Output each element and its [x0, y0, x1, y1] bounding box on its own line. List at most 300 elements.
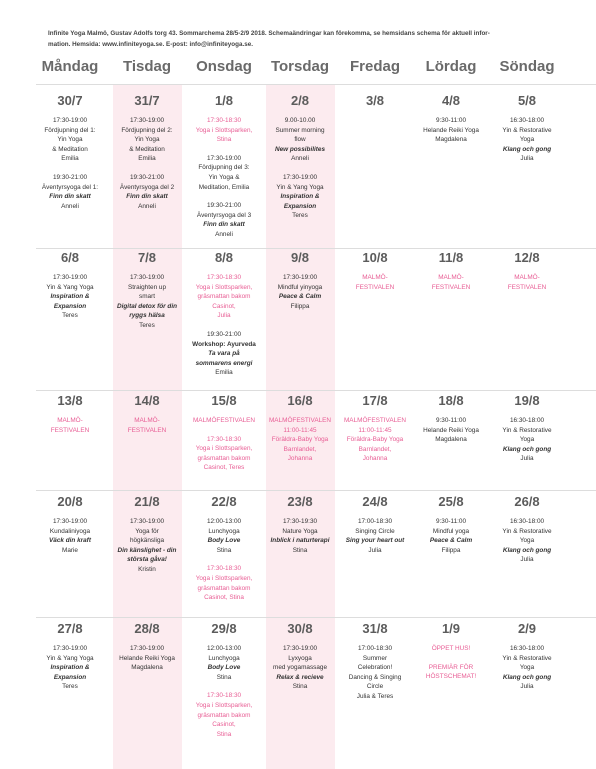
cell-date: 11/8	[438, 250, 464, 265]
event-line: 17:00-18:30	[357, 518, 393, 525]
class-event	[262, 116, 338, 164]
day-cell	[489, 93, 565, 173]
event-line: Stina	[292, 683, 308, 691]
event-line: Marie	[62, 546, 78, 554]
event-line: 17:30-18:30	[206, 435, 242, 443]
event-line: Julia	[520, 556, 534, 564]
cell-date: 6/8	[60, 250, 80, 265]
event-line: Expansion	[53, 302, 87, 310]
event-line: Circle	[366, 683, 384, 691]
schedule-header	[48, 29, 568, 50]
class-event	[262, 273, 338, 311]
class-event	[186, 564, 262, 602]
event-line: med yogamassage	[273, 664, 327, 672]
cell-date: 23/8	[287, 494, 313, 509]
week-divider	[36, 248, 596, 249]
class-event	[413, 416, 489, 445]
class-event	[489, 273, 565, 292]
class-event	[489, 644, 565, 692]
cell-date: 22/8	[211, 494, 237, 509]
cell-date: 21/8	[134, 494, 160, 509]
event-line: 9:30-11:00	[435, 417, 467, 424]
day-cell	[32, 621, 108, 701]
event-line: Emilia	[215, 369, 233, 377]
day-cell	[186, 621, 262, 748]
day-cell	[413, 93, 489, 154]
class-event	[413, 663, 489, 682]
event-line: Magdalena	[435, 136, 467, 144]
event-line: Yoga för	[135, 527, 159, 535]
event-line: Peace & Calm	[429, 537, 473, 545]
event-line: Yoga	[519, 664, 535, 672]
event-line: FESTIVALEN	[507, 283, 547, 291]
day-cell	[32, 393, 108, 444]
class-event	[186, 416, 262, 426]
event-line: Anneli	[138, 202, 156, 210]
event-line: Magdalena	[131, 664, 163, 672]
event-line: Föräldra-Baby Yoga	[271, 436, 329, 444]
event-line: 19:30-21:00	[206, 202, 242, 210]
day-heading-mandag: Måndag	[41, 58, 99, 75]
class-event	[32, 116, 108, 164]
event-line: 9:30-11:00	[435, 518, 467, 525]
class-event	[337, 644, 413, 702]
day-cell	[109, 93, 185, 220]
event-line: 17:00-18:30	[357, 645, 393, 652]
class-event	[32, 517, 108, 555]
event-line: Yoga i Slottsparken,	[195, 701, 253, 709]
event-line: & Meditation	[129, 145, 165, 153]
event-line: Summer	[362, 654, 388, 662]
event-line: 17:30-18:30	[206, 565, 242, 573]
day-cell	[186, 93, 262, 249]
event-line: Yoga	[519, 136, 535, 144]
cell-date: 5/8	[517, 93, 537, 108]
event-line: Emilia	[138, 155, 156, 163]
class-event	[32, 416, 108, 435]
day-cell	[489, 250, 565, 301]
day-cell	[262, 494, 338, 564]
class-event	[109, 644, 185, 673]
header-line-1: Infinite Yoga Malmö, Gustav Adolfs torg 43. Sommarchema 28/5-2/9 2018. Schemaändringar kan förekomma, se hemsidans schema för aktuell infor-	[48, 30, 490, 37]
event-line: Yoga	[519, 436, 535, 444]
cell-date: 1/9	[441, 621, 461, 636]
day-cell	[109, 494, 185, 584]
day-cell	[413, 250, 489, 301]
class-event	[109, 173, 185, 211]
event-line: Helande Reiki Yoga	[423, 126, 479, 134]
day-cell	[489, 494, 565, 574]
event-line: Yin Yoga	[57, 136, 83, 144]
cell-date: 9/8	[290, 250, 310, 265]
class-event	[337, 517, 413, 555]
event-line: Julia & Teres	[356, 692, 394, 700]
event-line: Yin & Restorative	[502, 426, 552, 434]
day-cell	[413, 494, 489, 564]
class-event	[109, 273, 185, 331]
day-heading-lordag: Lördag	[425, 58, 477, 75]
event-line: 19:30-21:00	[206, 330, 242, 338]
cell-date: 3/8	[365, 93, 385, 108]
day-cell	[262, 250, 338, 320]
event-line: Helande Reiki Yoga	[119, 654, 175, 662]
event-line: Lunchyoga	[208, 654, 240, 662]
event-line: Julia	[520, 155, 534, 163]
event-line: 17:30-18:30	[206, 692, 242, 700]
event-line: Yin & Restorative	[502, 654, 552, 662]
event-line: 17:30-19:00	[52, 645, 88, 652]
event-line: 16:30-18:00	[509, 518, 545, 525]
day-cell	[186, 494, 262, 612]
event-line: Yoga i Slottsparken,	[195, 445, 253, 453]
day-cell	[413, 621, 489, 691]
event-line: Din känslighet - din	[117, 546, 177, 554]
class-event	[186, 644, 262, 682]
event-line: Yoga i Slottsparken,	[195, 126, 253, 134]
event-line: 11:00-11:45	[283, 426, 317, 434]
class-event	[413, 116, 489, 145]
day-cell	[109, 393, 185, 444]
event-line: MALMÖFESTIVALEN	[192, 417, 256, 424]
class-event	[489, 116, 565, 164]
event-line: 17:30-19:00	[129, 645, 165, 652]
cell-date: 24/8	[362, 494, 388, 509]
event-line: Yoga i Slottsparken,	[195, 574, 253, 582]
event-line: Stina	[216, 546, 232, 554]
event-line: Workshop: Ayurveda	[192, 340, 256, 348]
event-line: FESTIVALEN	[50, 426, 90, 434]
event-line: 17:30-19:00	[282, 274, 318, 281]
event-line: MALMÖ-	[362, 274, 388, 281]
event-line: 11:00-11:45	[358, 426, 392, 434]
event-line: högkänsliga	[129, 537, 165, 545]
event-line: gräsmattan bakom	[197, 584, 251, 592]
week-divider	[36, 490, 596, 491]
cell-date: 27/8	[57, 621, 83, 636]
event-line: Johanna	[287, 455, 313, 463]
class-event	[186, 154, 262, 192]
event-line: Föräldra-Baby Yoga	[346, 436, 404, 444]
class-event	[337, 416, 413, 464]
event-line: Expansion	[283, 202, 317, 210]
cell-date: 4/8	[441, 93, 461, 108]
event-line: Fördjupning del 3:	[198, 164, 250, 172]
event-line: 17:30-19:00	[282, 645, 318, 652]
event-line: Celebration!	[357, 664, 393, 672]
day-cell	[32, 250, 108, 330]
event-line: 17:30-19:00	[52, 274, 88, 281]
event-line: MALMÖ-	[514, 274, 540, 281]
event-line: 16:30-18:00	[509, 417, 545, 424]
class-event	[337, 273, 413, 292]
week-divider	[36, 617, 596, 618]
day-cell	[32, 494, 108, 564]
event-line: Dancing & Singing	[348, 673, 402, 681]
day-cell	[262, 393, 338, 473]
class-event	[262, 517, 338, 555]
event-line: Body Love	[207, 537, 241, 545]
cell-date: 14/8	[134, 393, 160, 408]
event-line: Mindful yoga	[432, 527, 470, 535]
cell-date: 17/8	[362, 393, 388, 408]
event-line: Nature Yoga	[282, 527, 318, 535]
cell-date: 31/7	[134, 93, 160, 108]
event-line: & Meditation	[52, 145, 88, 153]
event-line: Väck din kraft	[49, 537, 91, 545]
event-line: flow	[294, 136, 306, 144]
event-line: Teres	[62, 683, 78, 691]
day-cell	[32, 93, 108, 220]
class-event	[489, 416, 565, 464]
event-line: Finn din skatt	[203, 221, 245, 229]
day-cell	[337, 621, 413, 711]
cell-date: 26/8	[514, 494, 540, 509]
event-line: ÖPPET HUS!	[431, 645, 471, 652]
event-line: MALMÖ-	[57, 417, 83, 424]
event-line: Klang och gong	[502, 445, 552, 453]
day-heading-onsdag: Onsdag	[196, 58, 252, 75]
cell-date: 15/8	[211, 393, 237, 408]
class-event	[262, 173, 338, 221]
event-line: Yin Yoga	[134, 136, 160, 144]
event-line: Yoga	[519, 537, 535, 545]
event-line: Inspiration &	[50, 664, 90, 672]
event-line: Stina	[216, 673, 232, 681]
day-heading-torsdag: Torsdag	[270, 58, 330, 75]
event-line: Teres	[292, 212, 308, 220]
day-heading-sondag: Söndag	[499, 58, 555, 75]
class-event	[413, 644, 489, 654]
class-event	[186, 116, 262, 145]
event-line: största gåva!	[127, 556, 167, 564]
event-line: Anneli	[61, 202, 79, 210]
event-line: Inspiration &	[50, 293, 90, 301]
day-cell	[489, 393, 565, 473]
event-line: Filippa	[290, 302, 310, 310]
cell-date: 10/8	[362, 250, 388, 265]
event-line: Yoga i Slottsparken,	[195, 283, 253, 291]
day-cell	[489, 621, 565, 701]
event-line: 9:30-11:00	[435, 117, 467, 124]
cell-date: 7/8	[137, 250, 157, 265]
event-line: 12:00-13:00	[206, 645, 242, 652]
event-line: Barnlandet,	[283, 445, 317, 453]
event-line: Klang och gong	[502, 673, 552, 681]
event-line: Expansion	[53, 673, 87, 681]
event-line: Julia	[368, 546, 382, 554]
event-line: Julia	[217, 312, 231, 320]
event-line: 17:30-19:00	[52, 117, 88, 124]
cell-date: 19/8	[514, 393, 540, 408]
event-line: HÖSTSCHEMAT!	[425, 673, 477, 681]
event-line: PREMIÄR FÖR	[428, 663, 474, 671]
day-cell	[262, 621, 338, 701]
event-line: MALMÖFESTIVALEN	[343, 417, 407, 424]
class-event	[32, 644, 108, 692]
class-event	[413, 273, 489, 292]
cell-date: 2/8	[290, 93, 310, 108]
event-line: Lyxyoga	[288, 654, 312, 662]
cell-date: 28/8	[134, 621, 160, 636]
event-line: Body Love	[207, 664, 241, 672]
event-line: 16:30-18:00	[509, 645, 545, 652]
class-event	[413, 517, 489, 555]
event-line: Johanna	[362, 455, 388, 463]
cell-date: 20/8	[57, 494, 83, 509]
event-line: Mindful yinyoga	[277, 283, 323, 291]
event-line: Julia	[520, 683, 534, 691]
event-line: Peace & Calm	[278, 293, 322, 301]
day-cell	[109, 250, 185, 340]
cell-date: 25/8	[438, 494, 464, 509]
event-line: MALMÖ-	[134, 417, 160, 424]
day-cell	[337, 494, 413, 564]
event-line: ryggs hälsa	[129, 312, 165, 320]
cell-date: 29/8	[211, 621, 237, 636]
event-line: Meditation, Emilia	[198, 183, 250, 191]
event-line: Casinot,	[212, 721, 236, 729]
cell-date: 18/8	[438, 393, 464, 408]
event-line: Stina	[216, 136, 232, 144]
event-line: Filippa	[441, 546, 461, 554]
event-line: 17:30-19:00	[129, 274, 165, 281]
event-line: Yin & Restorative	[502, 527, 552, 535]
header-line-2: mation. Hemsida: www.infiniteyoga.se. E-post: info@infiniteyoga.se.	[48, 40, 253, 48]
day-heading-fredag: Fredag	[349, 58, 400, 75]
event-line: Magdalena	[435, 436, 467, 444]
event-line: Relax & recieve	[276, 673, 324, 681]
event-line: Helande Reiki Yoga	[423, 426, 479, 434]
class-event	[109, 116, 185, 164]
event-line: Julia	[520, 455, 534, 463]
event-line: Straighten up	[127, 283, 167, 291]
event-line: Yin Yoga &	[208, 173, 240, 181]
event-line: 17:30-19:30	[282, 518, 318, 525]
event-line: Ta vara på	[208, 350, 240, 358]
class-event	[186, 330, 262, 378]
event-line: Anneli	[291, 155, 309, 163]
event-line: 17:30-19:00	[129, 518, 165, 525]
event-line: Teres	[139, 321, 155, 329]
event-line: gräsmattan bakom	[197, 711, 251, 719]
class-event	[186, 517, 262, 555]
event-line: Digital detox för din	[117, 302, 177, 310]
event-line: 17:30-19:00	[129, 117, 165, 124]
event-line: 12:00-13:00	[206, 518, 242, 525]
event-line: Casinot,	[212, 302, 236, 310]
class-event	[186, 691, 262, 739]
event-line: Kristin	[138, 565, 156, 573]
event-line: Fördjupning del 1:	[44, 126, 96, 134]
event-line: Teres	[62, 312, 78, 320]
event-line: 17:30-18:30	[206, 274, 242, 281]
event-line: Äventyrsyoga del 2	[119, 183, 175, 191]
class-event	[489, 517, 565, 565]
event-line: FESTIVALEN	[127, 426, 167, 434]
cell-date: 8/8	[214, 250, 234, 265]
event-line: smart	[139, 293, 155, 301]
day-cell	[186, 250, 262, 387]
event-line: Summer morning	[275, 126, 325, 134]
event-line: 19:30-21:00	[129, 173, 165, 181]
cell-date: 16/8	[287, 393, 313, 408]
day-cell	[337, 93, 413, 116]
class-event	[262, 644, 338, 692]
cell-date: 31/8	[362, 621, 388, 636]
day-heading-tisdag: Tisdag	[122, 58, 172, 75]
cell-date: 1/8	[214, 93, 234, 108]
event-line: Barnlandet,	[358, 445, 392, 453]
event-line: gräsmattan bakom	[197, 454, 251, 462]
event-line: sommarens energi	[195, 359, 253, 367]
event-line: gräsmattan bakom	[197, 293, 251, 301]
class-event	[32, 173, 108, 211]
day-cell	[262, 93, 338, 230]
event-line: Sing your heart out	[345, 537, 405, 545]
week-divider	[36, 84, 596, 85]
event-line: 17:30-19:00	[282, 173, 318, 181]
event-line: Lunchyoga	[208, 527, 240, 535]
event-line: 19:30-21:00	[52, 173, 88, 181]
event-line: Inblick i naturterapi	[270, 537, 330, 545]
event-line: FESTIVALEN	[355, 283, 395, 291]
cell-date: 12/8	[514, 250, 540, 265]
event-line: Klang och gong	[502, 546, 552, 554]
day-cell	[413, 393, 489, 454]
event-line: Finn din skatt	[49, 193, 91, 201]
event-line: Casinot, Stina	[204, 594, 244, 602]
event-line: Singing Circle	[355, 527, 395, 535]
cell-date: 13/8	[57, 393, 83, 408]
event-line: 17:30-19:00	[206, 154, 242, 162]
event-line: Yin & Yang Yoga	[46, 283, 94, 291]
day-cell	[337, 250, 413, 301]
class-event	[186, 435, 262, 473]
event-line: Inspiration &	[280, 193, 320, 201]
event-line: New possibilites	[274, 145, 326, 153]
day-cell	[109, 621, 185, 682]
event-line: Yin & Yang Yoga	[46, 654, 94, 662]
event-line: Fördjupning del 2:	[121, 126, 173, 134]
event-line: Kundaliniyoga	[49, 527, 91, 535]
event-line: Yin & Restorative	[502, 126, 552, 134]
cell-date: 30/7	[57, 93, 83, 108]
class-event	[109, 517, 185, 575]
event-line: MALMÖ-	[438, 274, 464, 281]
class-event	[186, 201, 262, 239]
class-event	[186, 273, 262, 321]
day-cell	[186, 393, 262, 482]
class-event	[32, 273, 108, 321]
event-line: Äventyrsyoga del 1:	[41, 183, 99, 191]
event-line: 17:30-19:00	[52, 518, 88, 525]
event-line: Finn din skatt	[126, 193, 168, 201]
event-line: Stina	[216, 730, 232, 738]
event-line: Äventyrsyoga del 3	[196, 211, 252, 219]
event-line: Stina	[292, 546, 308, 554]
event-line: 17:30-18:30	[206, 117, 242, 124]
event-line: FESTIVALEN	[431, 283, 471, 291]
cell-date: 2/9	[517, 621, 537, 636]
week-divider	[36, 390, 596, 391]
event-line: Emilia	[61, 155, 79, 163]
event-line: 16:30-18:00	[509, 117, 545, 124]
event-line: Yin & Yang Yoga	[276, 183, 324, 191]
event-line: Klang och gong	[502, 145, 552, 153]
event-line: 9.00-10.00	[284, 117, 316, 124]
day-cell	[337, 393, 413, 473]
event-line: Casinot, Teres	[203, 464, 245, 472]
